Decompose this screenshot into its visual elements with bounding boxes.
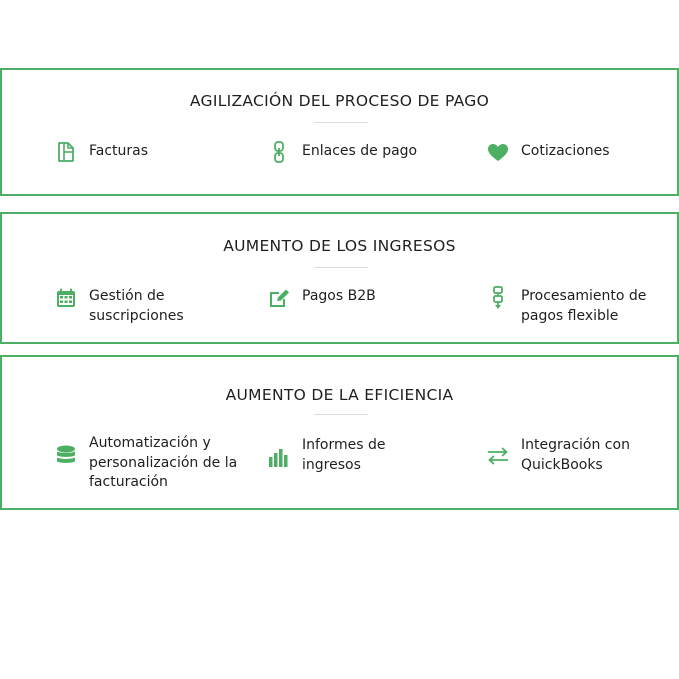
- calendar-icon: [55, 287, 77, 309]
- feature-subscription-management[interactable]: [55, 287, 215, 326]
- feature-flexible-processing[interactable]: [487, 287, 667, 326]
- feature-label: Integración con QuickBooks: [521, 437, 630, 473]
- section-title: AUMENTO DE LOS INGRESOS: [223, 237, 456, 255]
- database-icon: [55, 445, 77, 467]
- feature-quickbooks-integration[interactable]: [487, 436, 657, 475]
- section-divider: [314, 267, 368, 268]
- swap-arrows-icon: [487, 445, 509, 467]
- feature-quotes[interactable]: [487, 141, 657, 163]
- section-streamline-payment: [0, 68, 679, 196]
- bar-chart-icon: [268, 447, 290, 469]
- link-icon: [268, 141, 290, 163]
- feature-billing-automation[interactable]: [55, 434, 255, 493]
- section-title: AGILIZACIÓN DEL PROCESO DE PAGO: [189, 92, 490, 110]
- feature-label: Informes de ingresos: [302, 437, 386, 473]
- feature-label: Enlaces de pago: [302, 143, 418, 159]
- section-title: AUMENTO DE LA EFICIENCIA: [225, 386, 454, 404]
- feature-label: Pagos B2B: [302, 288, 376, 304]
- feature-label: Procesamiento de pagos flexible: [521, 288, 647, 324]
- edit-icon: [268, 287, 290, 309]
- feature-label: Gestión de suscripciones: [89, 288, 184, 324]
- section-divider: [314, 122, 368, 123]
- feature-label: Cotizaciones: [521, 143, 610, 159]
- section-divider: [314, 414, 368, 415]
- feature-revenue-reports[interactable]: [268, 436, 458, 475]
- flow-icon: [487, 287, 509, 309]
- feature-payment-links[interactable]: [268, 141, 458, 163]
- feature-invoices[interactable]: [55, 141, 225, 163]
- heart-icon: [487, 141, 509, 163]
- feature-label: Automatización y personalización de la facturación: [89, 435, 238, 490]
- feature-label: Facturas: [89, 143, 149, 159]
- feature-b2b-payments[interactable]: [268, 287, 458, 309]
- section-increase-efficiency: [0, 355, 679, 510]
- invoice-icon: [55, 141, 77, 163]
- section-increase-revenue: [0, 212, 679, 344]
